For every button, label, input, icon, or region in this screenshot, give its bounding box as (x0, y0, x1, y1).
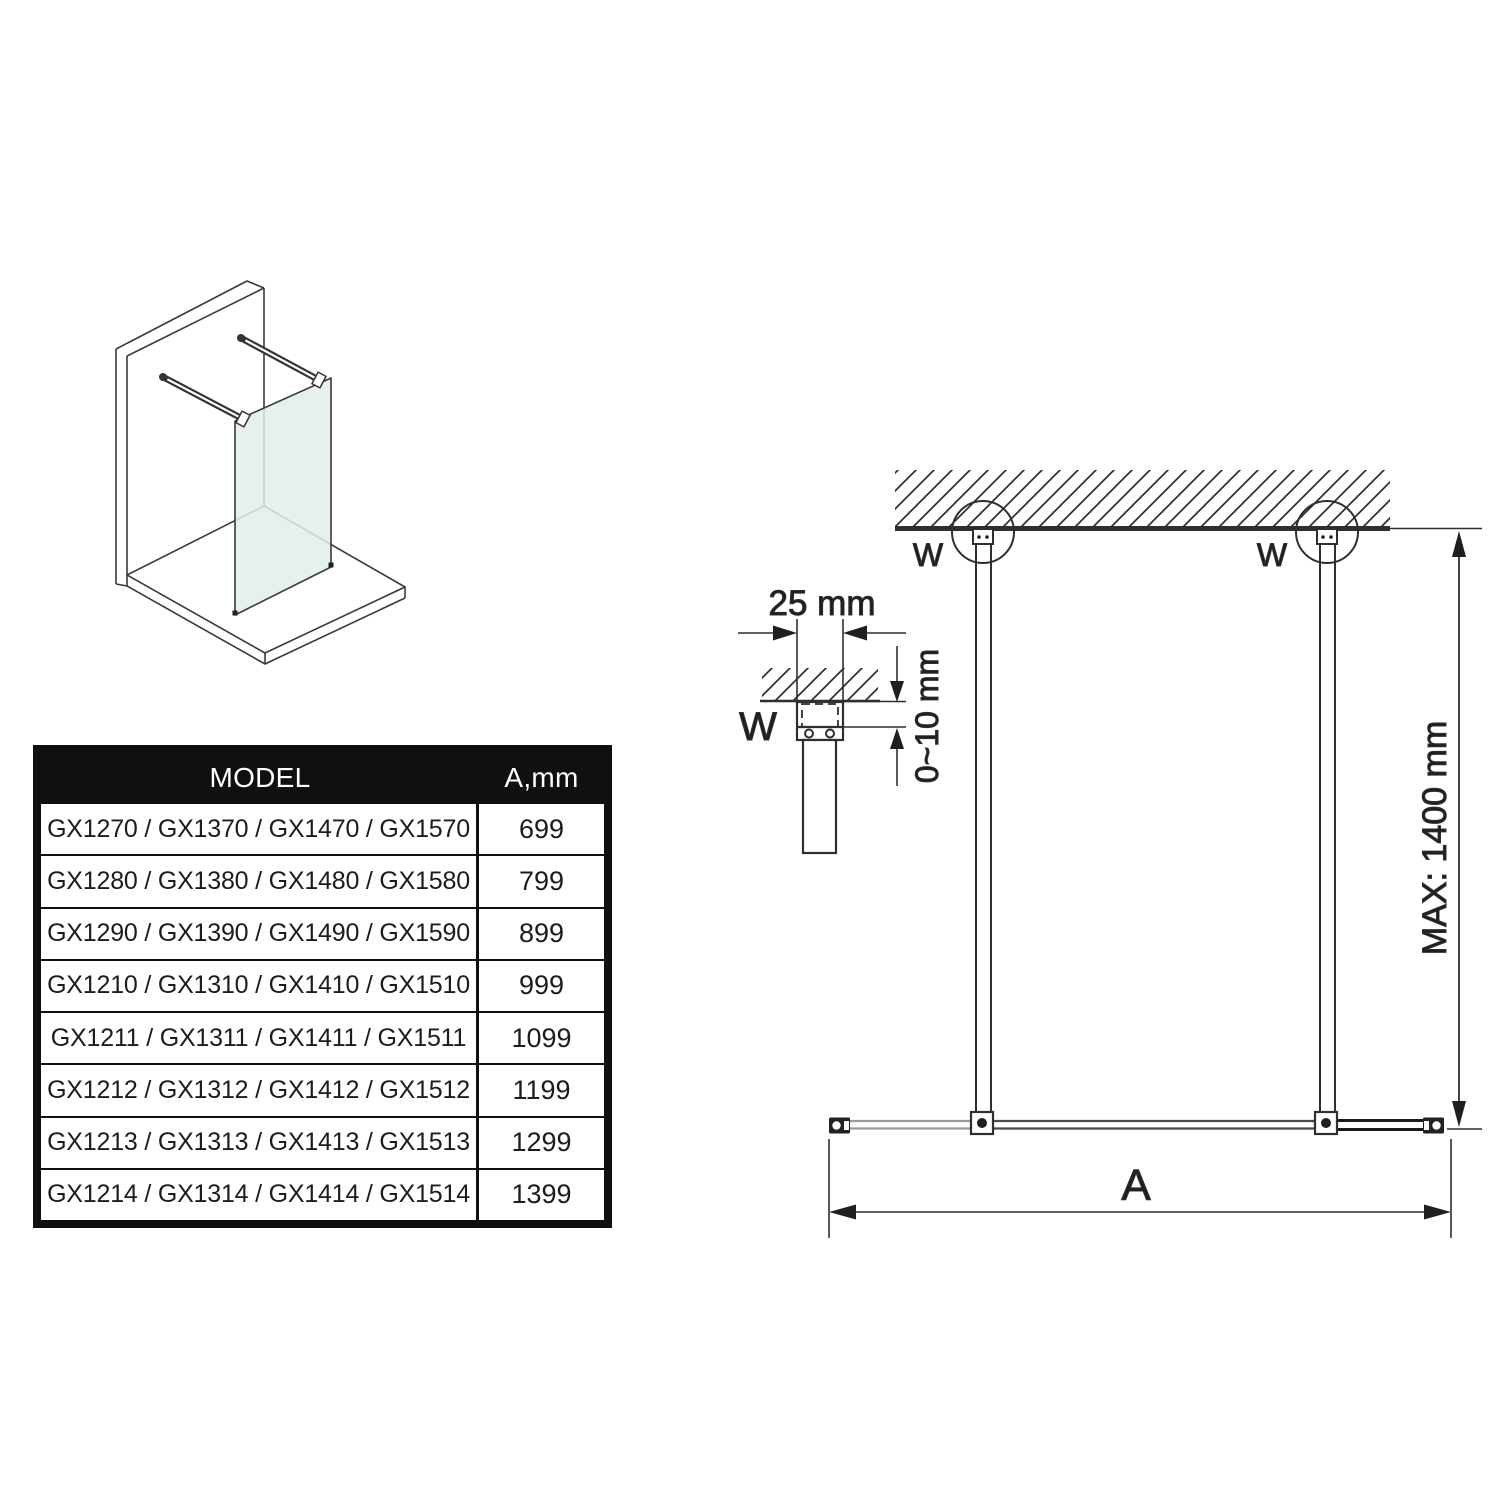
table-row (41, 959, 604, 1011)
table-row (41, 1063, 604, 1115)
table-row (41, 1011, 604, 1063)
model-cell: GX1214 / GX1314 / GX1414 / GX1514 (41, 1170, 479, 1220)
table-row (41, 1116, 604, 1168)
dimension-cell: 1299 (511, 1127, 572, 1158)
table-row (41, 854, 604, 906)
width-label: A (1121, 1161, 1151, 1210)
model-cell: GX1210 / GX1310 / GX1410 / GX1510 (41, 961, 479, 1011)
front-view (829, 470, 1482, 1238)
model-cell: GX1270 / GX1370 / GX1470 / GX1570 (41, 804, 479, 854)
support-post-left (976, 544, 991, 1113)
table-row (41, 907, 604, 959)
post-connector-right (1315, 1112, 1337, 1134)
table-row (41, 1168, 604, 1220)
wall-bracket-right (1317, 529, 1337, 544)
iso-support-bar-left (159, 373, 243, 419)
post-connector-left (971, 1112, 993, 1134)
iso-support-bar-right (237, 334, 319, 380)
wall-hatch (895, 470, 1390, 528)
max-height-dimension (1452, 531, 1466, 1127)
support-post-right (1320, 544, 1335, 1113)
dimension-cell: 1199 (512, 1074, 571, 1105)
iso-glass-foot-right (329, 563, 334, 568)
detail-wall-hatch (762, 668, 878, 700)
max-height-label: MAX: 1400 mm (1416, 720, 1454, 956)
bracket-detail-view (738, 584, 945, 853)
dimension-cell: 1099 (511, 1022, 572, 1053)
model-cell: GX1211 / GX1311 / GX1411 / GX1511 (41, 1013, 479, 1063)
glass-end-cap-right (1423, 1118, 1444, 1134)
wall-label-left: W (912, 537, 944, 573)
dimension-cell: 699 (518, 813, 565, 844)
model-dimension-table (33, 745, 612, 1228)
table-row (41, 802, 604, 854)
wall-label-right: W (1256, 537, 1288, 573)
iso-glass-panel (235, 378, 331, 615)
model-cell: GX1213 / GX1313 / GX1413 / GX1513 (41, 1118, 479, 1168)
glass-panel-top-view (847, 1121, 1426, 1130)
wall-anchor-dot (237, 334, 245, 342)
detail-wall-label: W (739, 705, 777, 749)
model-cell: GX1280 / GX1380 / GX1480 / GX1580 (41, 856, 479, 906)
dimension-cell: 799 (518, 865, 565, 896)
iso-glass-foot-front (233, 611, 238, 616)
detail-adjust-label: 0~10 mm (909, 648, 945, 784)
table-header-row (41, 753, 604, 802)
model-cell: GX1212 / GX1312 / GX1412 / GX1512 (41, 1065, 479, 1115)
glass-end-cap-left (829, 1118, 850, 1134)
dimension-cell: 899 (518, 918, 565, 949)
detail-adjust-dimension (843, 646, 906, 786)
detail-bracket (797, 702, 843, 740)
table-header-model: MODEL (209, 761, 311, 793)
dimension-cell: 1399 (511, 1179, 572, 1210)
detail-support-bar (803, 740, 836, 853)
detail-width-label: 25 mm (768, 584, 876, 623)
wall-bracket-left (973, 529, 993, 544)
wall-anchor-dot (159, 373, 167, 381)
dimension-cell: 999 (518, 970, 565, 1001)
model-cell: GX1290 / GX1390 / GX1490 / GX1590 (41, 909, 479, 959)
table-header-dimension: A,mm (504, 761, 579, 793)
isometric-view (116, 281, 405, 664)
